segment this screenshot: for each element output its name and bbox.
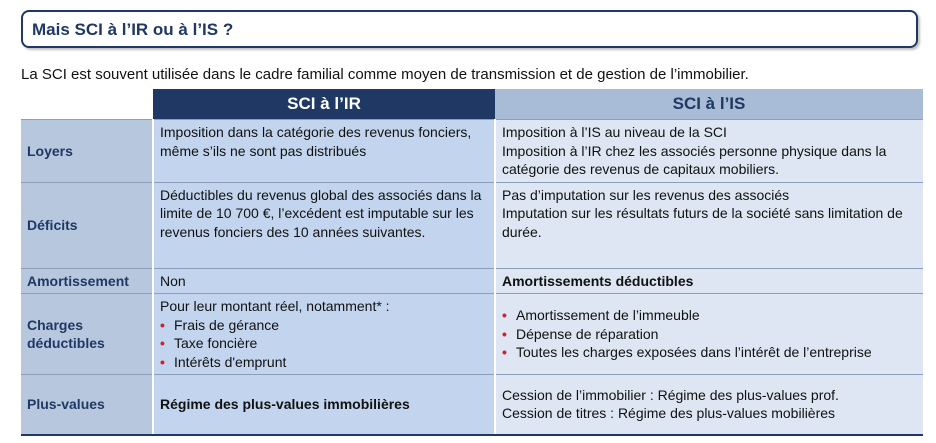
charges-ir-intro: Pour leur montant réel, notamment* : xyxy=(160,298,390,314)
label-deficits: Déficits xyxy=(21,182,153,268)
row-deficits xyxy=(21,182,923,268)
cell-plusvalues-ir: Régime des plus-values immobilières xyxy=(153,375,495,435)
list-item: • Taxe foncière xyxy=(160,335,258,351)
intro-text: La SCI est souvent utilisée dans le cadre familial comme moyen de transmission et de gestion de l’immobilier. xyxy=(21,66,749,83)
deficits-is-line-2: Imputation sur les résultats futurs de la société sans limitation de durée. xyxy=(502,205,903,240)
cell-deficits-is xyxy=(495,182,923,268)
cell-charges-ir xyxy=(153,294,495,375)
list-item: • Dépense de réparation xyxy=(502,325,659,342)
cell-deficits-ir: Déductibles du revenus global des associés dans la limite de 10 700 €, l’excédent est imputable sur les revenus fonciers des 10 années suivantes. xyxy=(153,182,495,268)
plusvalues-is-line-1: Cession de l’immobilier : Régime des plus-values prof. xyxy=(502,386,839,403)
charges-ir-list xyxy=(160,316,486,372)
deficits-is-line-1: Pas d’imputation sur les revenus des associés xyxy=(502,186,790,203)
bullet-icon: • xyxy=(502,344,507,361)
cell-amortissement-ir: Non xyxy=(153,268,495,294)
list-item: • Frais de gérance xyxy=(160,316,280,333)
cell-amortissement-is: Amortissements déductibles xyxy=(495,268,923,294)
list-item: • Amortissement de l’immeuble xyxy=(502,307,700,324)
label-amortissement: Amortissement xyxy=(21,268,153,294)
row-loyers xyxy=(21,120,923,183)
bullet-icon: • xyxy=(160,353,165,370)
label-plusvalues: Plus-values xyxy=(21,375,153,435)
list-item: • Toutes les charges exposées dans l’intérêt de l’entreprise xyxy=(502,344,872,361)
header-is: SCI à l’IS xyxy=(495,89,923,120)
cell-charges-is xyxy=(495,294,923,375)
header-blank xyxy=(21,89,153,120)
row-charges xyxy=(21,294,923,375)
cell-plusvalues-is xyxy=(495,375,923,435)
page-title: Mais SCI à l’IR ou à l’IS ? xyxy=(32,20,234,39)
charges-label-line-2: déductibles xyxy=(27,335,105,351)
row-plusvalues xyxy=(21,375,923,435)
loyers-is-line-1: Imposition à l’IS au niveau de la SCI xyxy=(502,124,727,140)
header-row xyxy=(21,89,923,120)
row-amortissement xyxy=(21,268,923,294)
cell-loyers-is xyxy=(495,120,923,183)
list-item: • Intérêts d'emprunt xyxy=(160,353,287,370)
label-loyers: Loyers xyxy=(21,120,153,183)
plusvalues-is-line-2: Cession de titres : Régime des plus-values mobilières xyxy=(502,405,836,422)
cell-loyers-ir: Imposition dans la catégorie des revenus fonciers, même s’ils ne sont pas distribués xyxy=(153,120,495,183)
label-charges xyxy=(21,294,153,375)
bullet-icon: • xyxy=(502,325,507,342)
bullet-icon: • xyxy=(160,335,165,351)
loyers-is-line-2: Imposition à l’IR chez les associés personne physique dans la catégorie des revenus de capitaux mobiliers. xyxy=(502,142,887,177)
charges-label-line-1: Charges xyxy=(27,316,84,333)
title-box xyxy=(21,10,918,48)
bullet-icon: • xyxy=(160,316,165,333)
header-ir: SCI à l’IR xyxy=(153,89,495,120)
bullet-icon: • xyxy=(502,307,507,324)
comparison-table xyxy=(21,89,923,436)
charges-is-list xyxy=(502,306,915,362)
